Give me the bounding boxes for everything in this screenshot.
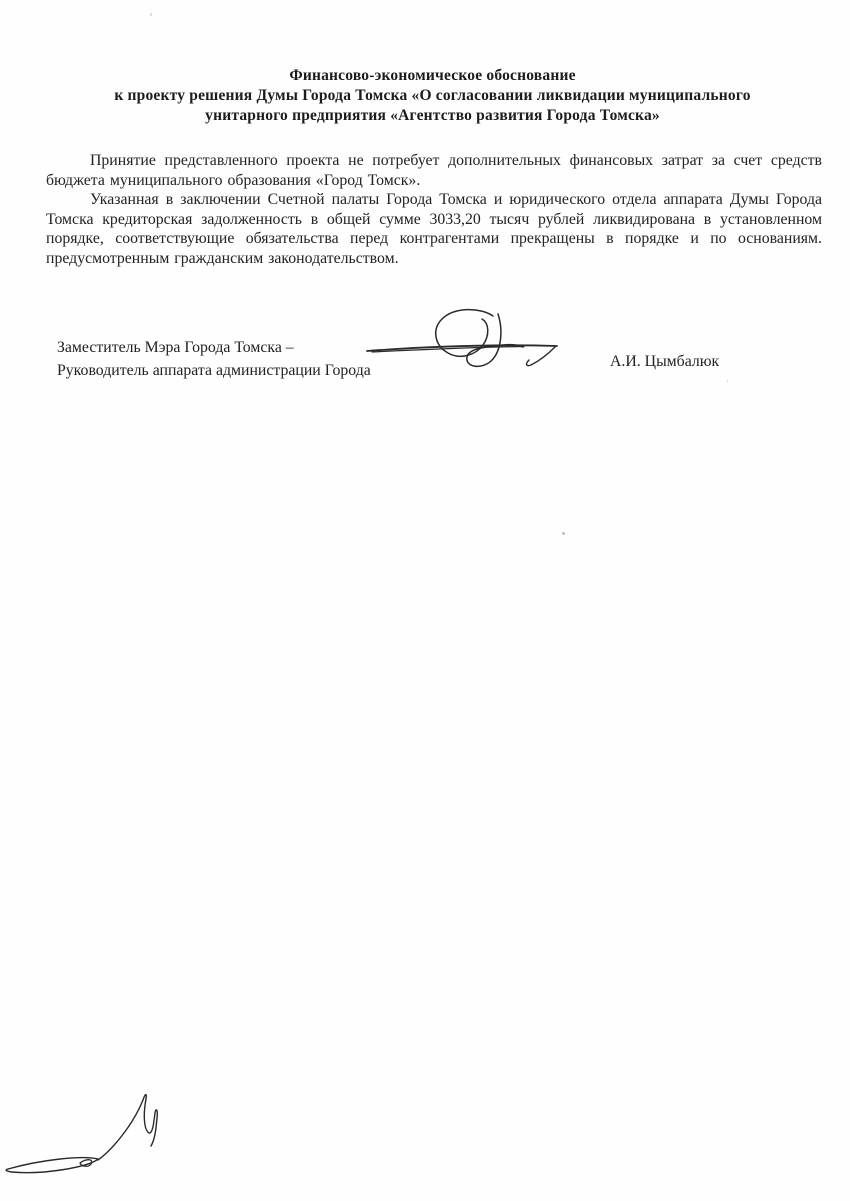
paragraph-1: Принятие представленного проекта не потребует дополнительных финансовых затрат за счет средств бюджета муниципального образования «Город Томск». [46, 152, 822, 189]
scan-speck [150, 13, 152, 16]
scan-speck [727, 379, 728, 383]
signer-position-line-1: Заместитель Мэра Города Томска – [57, 339, 294, 356]
signer-position [57, 336, 371, 382]
signer-position-line-2: Руководитель аппарата администрации Города [57, 362, 371, 379]
document-title [45, 66, 820, 126]
scan-speck [562, 532, 565, 535]
title-line-2: к проекту решения Думы Города Томска «О согласовании ликвидации муниципального [114, 87, 751, 104]
title-line-1: Финансово-экономическое обоснование [289, 67, 576, 84]
signature-ink [362, 303, 582, 393]
document-body [46, 151, 822, 269]
paragraph-2: Указанная в заключении Счетной палаты Города Томска и юридического отдела аппарата Думы Города Томска кредиторская задолженность в общей сумме 3033,20 тысяч рублей ликвидирована в установленном порядке, соответствующие обязательства перед контрагентами прекращены в порядке и по основаниям. предусмотренным гражданским законодательством. [46, 191, 822, 267]
stray-signature-ink [0, 1080, 250, 1201]
title-line-3: унитарного предприятия «Агентство развития Города Томска» [205, 107, 660, 124]
signer-name: А.И. Цымбалюк [610, 353, 720, 370]
